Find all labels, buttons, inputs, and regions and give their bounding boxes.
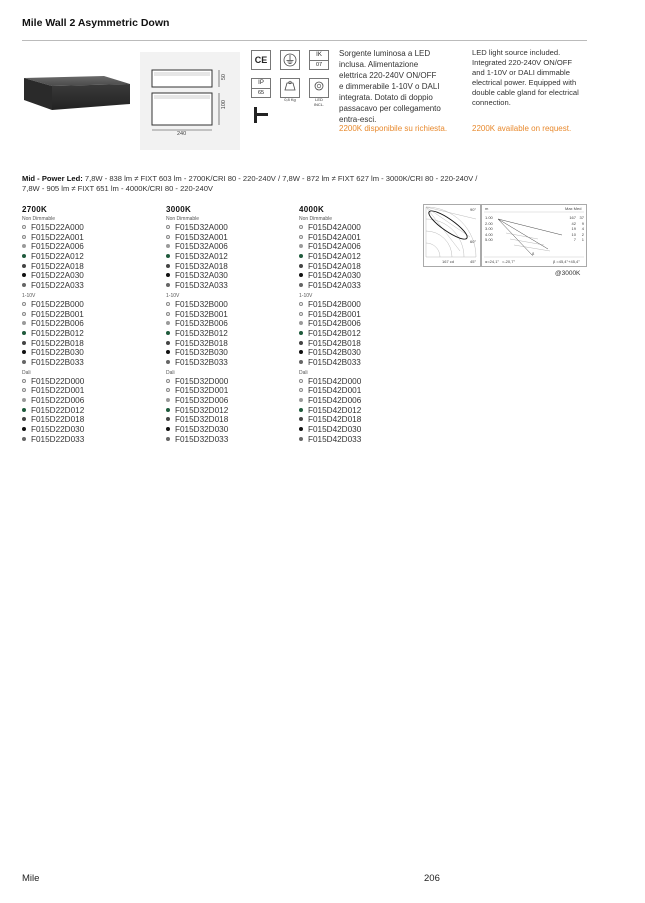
product-code-text: F015D32A006 [175,242,228,252]
product-code [166,406,306,416]
product-code-text: F015D32D001 [175,386,229,396]
footer-collection: Mile [22,873,40,884]
finish-color-dot [299,388,303,392]
cone-med-value: 1 [581,237,584,242]
product-code-text: F015D22B001 [31,309,84,319]
code-column-2700k [22,205,162,444]
product-code [166,271,306,281]
page-title: Mile Wall 2 Asymmetric Down [22,17,170,29]
finish-color-dot [166,341,170,345]
finish-color-dot [22,408,26,412]
product-code [22,425,162,435]
product-code-text: F015D32D006 [175,396,229,405]
finish-color-dot [22,341,26,345]
product-code-text: F015D22B000 [31,299,84,309]
cone-alpha-left: α=24,1° [485,259,500,264]
product-code-text: F015D42D006 [308,396,362,405]
product-code-text: F015D22B033 [31,357,84,367]
product-code [22,406,162,416]
product-code-text: F015D32D018 [175,415,229,425]
product-code [299,281,439,291]
product-code [22,358,162,368]
finish-color-dot [299,341,303,345]
finish-color-dot [299,379,303,383]
product-code [22,348,162,358]
control-type-label: Non Dimmable [299,216,333,222]
finish-color-dot [22,235,26,239]
finish-color-dot [299,254,303,258]
finish-color-dot [299,350,303,354]
product-code [166,252,306,262]
finish-color-dot [166,417,170,421]
finish-color-dot [22,273,26,277]
product-code-text: F015D22A000 [31,223,84,232]
product-code [299,396,439,406]
finish-color-dot [166,408,170,412]
product-code-text: F015D42B012 [308,328,361,338]
product-code [166,329,306,339]
color-temp-header: 2700K [22,205,48,214]
product-code-text: F015D42D001 [308,386,362,396]
product-code [166,425,306,435]
product-code [299,242,439,252]
product-code [299,415,439,425]
cone-distance-list [485,215,493,243]
finish-color-dot [22,331,26,335]
finish-color-dot [22,283,26,287]
finish-color-dot [22,427,26,431]
dim-width: 240 [177,131,187,137]
dim-height-1: 50 [221,74,227,81]
finish-color-dot [166,321,170,325]
ip-rating-icon: IP 65 [251,78,271,98]
product-code [299,358,439,368]
product-code [22,300,162,310]
product-code [299,223,439,233]
product-code [166,339,306,349]
product-code [22,415,162,425]
product-code [166,415,306,425]
finish-color-dot [22,312,26,316]
control-type-label: 1-10V [166,292,180,299]
product-code [299,319,439,329]
cone-max-value: 42 [571,220,576,226]
polar-angle-90: 90° [470,207,477,212]
finish-color-dot [166,244,170,248]
product-code [299,233,439,243]
product-code-text: F015D42D012 [308,405,362,415]
product-code-text: F015D42B001 [308,309,361,319]
product-code-text: F015D22B018 [31,338,84,348]
product-code [299,348,439,358]
color-temp-header: 4000K [299,205,325,214]
light-cone-chart [481,204,587,267]
product-code [22,233,162,243]
product-code [166,281,306,291]
product-code-text: F015D22A001 [31,232,84,242]
product-code-text: F015D32B030 [175,348,228,358]
product-code-text: F015D32D033 [175,434,229,444]
product-code [22,223,162,233]
product-code-text: F015D22D006 [31,396,85,405]
photometry-caption: @3000K [555,270,581,277]
product-code-text: F015D32A012 [175,252,228,262]
product-code [166,435,306,445]
product-code [22,435,162,445]
product-code [22,377,162,387]
finish-color-dot [166,302,170,306]
product-code [299,300,439,310]
product-code-text: F015D42B033 [308,357,361,367]
product-code [166,319,306,329]
description-italian: Sorgente luminosa a LED inclusa. Alimentazione elettrica 220-240V ON/OFF e dimmerabile 1-10V o DALI integrata. Dotato di doppio passacavo per collegamento entra-esci. [339,49,441,124]
cone-value-list [566,215,584,243]
finish-color-dot [166,312,170,316]
product-code-text: F015D22A012 [31,252,84,262]
product-code [166,358,306,368]
product-code-text: F015D32B000 [175,299,228,309]
product-code [166,348,306,358]
polar-candela: 167 cd [442,259,455,264]
cone-distance: 2.00 [485,220,493,226]
power-specs: Mid - Power Led: 7,8W - 838 lm ≠ FIXT 603 lm - 2700K/CRI 80 - 220-240V / 7,8W - 872 lm ≠ FIXT 627 lm - 3000K/CRI 80 - 220-240V / 7,8W - 905 lm ≠ FIXT 651 lm - 4000K/CRI 80 - 220-240V [22,174,478,193]
cone-alpha-mid: =-20,7° [502,259,516,264]
product-code [22,396,162,406]
finish-color-dot [299,417,303,421]
product-code-text: F015D22D018 [31,415,85,425]
finish-color-dot [22,360,26,364]
finish-color-dot [299,331,303,335]
product-code-text: F015D42D018 [308,415,362,425]
code-column-4000k [299,205,439,444]
finish-color-dot [299,427,303,431]
finish-color-dot [299,244,303,248]
finish-color-dot [166,283,170,287]
product-code-text: F015D42D033 [308,434,362,444]
ce-mark-icon: CE [251,50,271,70]
product-code-text: F015D32A001 [175,232,228,242]
product-code [22,319,162,329]
product-code-text: F015D22B030 [31,348,84,358]
cone-max-value: 167 [569,215,576,220]
finish-color-dot [299,225,303,229]
product-code [22,262,162,272]
cone-beta-right: β =45,4°+45,4° [553,259,580,264]
product-code [166,396,306,406]
cone-distance: 3.00 [485,226,493,231]
mounting-icon [252,106,270,124]
finish-color-dot [166,398,170,402]
product-code-text: F015D22A030 [31,271,84,281]
product-code [299,425,439,435]
finish-color-dot [22,264,26,268]
finish-color-dot [22,437,26,441]
finish-color-dot [22,225,26,229]
product-code-text: F015D42A018 [308,261,361,271]
weight-icon: 0,8 Kg [280,78,300,98]
product-code [166,233,306,243]
finish-color-dot [166,437,170,441]
finish-color-dot [166,360,170,364]
availability-english: 2200K available on request. [472,124,572,133]
control-type-label: Dali [22,369,31,376]
product-code [22,252,162,262]
polar-light-chart [423,204,481,267]
product-code [22,329,162,339]
product-code [299,386,439,396]
ground-icon [280,50,300,70]
finish-color-dot [22,302,26,306]
product-code-text: F015D42B030 [308,348,361,358]
product-code-text: F015D32B006 [175,319,228,329]
product-image [22,68,132,112]
product-code [22,281,162,291]
product-code-text: F015D42B000 [308,299,361,309]
cone-header-right: Max Med [565,206,582,211]
product-code-text: F015D32D030 [175,425,229,435]
product-code-text: F015D22A033 [31,281,84,291]
finish-color-dot [22,244,26,248]
product-code-text: F015D32A030 [175,271,228,281]
finish-color-dot [22,398,26,402]
finish-color-dot [299,321,303,325]
availability-italian: 2200K disponibile su richiesta. [339,124,448,133]
product-code-text: F015D32B018 [175,338,228,348]
product-code-text: F015D22B006 [31,319,84,329]
product-code-text: F015D42A030 [308,271,361,281]
finish-color-dot [22,254,26,258]
product-code [166,223,306,233]
product-code-text: F015D42A006 [308,242,361,252]
product-code-text: F015D42A000 [308,223,361,232]
product-code-text: F015D22D001 [31,386,85,396]
product-code [299,329,439,339]
product-code [22,310,162,320]
product-code [299,271,439,281]
finish-color-dot [299,264,303,268]
product-code-text: F015D22D033 [31,434,85,444]
finish-color-dot [299,437,303,441]
cone-beta-label: β [532,251,535,256]
product-code [299,310,439,320]
product-code [299,406,439,416]
product-code [166,262,306,272]
description-english: LED light source included. Integrated 220-240V ON/OFF and 1-10V or DALI dimmable electrical power. Equipped with double cable gland for electrical connection. [472,48,579,107]
product-code-text: F015D42A033 [308,281,361,291]
product-code-text: F015D22B012 [31,328,84,338]
cone-max-value: 19 [571,226,576,231]
finish-color-dot [166,350,170,354]
product-code [166,310,306,320]
finish-color-dot [299,312,303,316]
cone-med-value: 37 [579,215,584,220]
product-code-text: F015D32A018 [175,261,228,271]
cone-max-value: 7 [573,237,576,242]
product-code-text: F015D42D000 [308,376,362,386]
product-code [22,242,162,252]
color-temp-header: 3000K [166,205,192,214]
finish-color-dot [299,302,303,306]
product-code-text: F015D32B001 [175,309,228,319]
product-code [299,339,439,349]
finish-color-dot [22,350,26,354]
product-code-text: F015D32B012 [175,328,228,338]
finish-color-dot [299,408,303,412]
power-label: Mid - Power Led: [22,174,83,183]
product-code [166,300,306,310]
finish-color-dot [166,273,170,277]
product-code-text: F015D32A033 [175,281,228,291]
cone-max-value: 10 [571,231,576,237]
product-code-text: F015D32D000 [175,376,229,386]
product-code [22,339,162,349]
finish-color-dot [166,264,170,268]
cone-distance: 4.00 [485,231,493,237]
finish-color-dot [22,379,26,383]
product-code [166,242,306,252]
cone-header-left: m [485,206,489,211]
finish-color-dot [166,225,170,229]
product-code-text: F015D42D030 [308,425,362,435]
led-icon: LED INCL. [309,78,329,98]
cone-value-row [566,237,584,243]
ik-rating-icon: IK 07 [309,50,329,70]
finish-color-dot [299,273,303,277]
control-type-label: 1-10V [299,292,313,299]
product-code [166,386,306,396]
finish-color-dot [166,254,170,258]
product-code-text: F015D22D012 [31,405,85,415]
finish-color-dot [22,388,26,392]
finish-color-dot [299,398,303,402]
finish-color-dot [299,360,303,364]
product-code [22,271,162,281]
product-code-text: F015D32B033 [175,357,228,367]
product-code [299,252,439,262]
finish-color-dot [166,427,170,431]
product-code-text: F015D42A001 [308,232,361,242]
product-code-text: F015D22A006 [31,242,84,252]
product-code-text: F015D22D030 [31,425,85,435]
finish-color-dot [299,235,303,239]
product-code [299,435,439,445]
finish-color-dot [22,321,26,325]
cone-distance: 5.00 [485,237,493,242]
finish-color-dot [22,417,26,421]
product-code-text: F015D22A018 [31,261,84,271]
product-code-text: F015D42B006 [308,319,361,329]
code-column-3000k [166,205,306,444]
finish-color-dot [299,283,303,287]
polar-angle-45: 45° [470,259,477,264]
control-type-label: 1-10V [22,292,36,299]
product-code [166,377,306,387]
product-code [22,386,162,396]
cone-distance: 1.00 [485,215,493,220]
control-type-label: Dali [299,369,308,376]
cone-med-value: 9 [581,220,584,226]
control-type-label: Non Dimmable [166,216,200,222]
control-type-label: Dali [166,369,175,376]
product-code-text: F015D22D000 [31,376,85,386]
polar-angle-60: 60° [470,239,477,244]
product-code-text: F015D32D012 [175,405,229,415]
product-code-text: F015D42B018 [308,338,361,348]
page-number: 206 [424,873,440,884]
product-code [299,262,439,272]
finish-color-dot [166,235,170,239]
cone-med-value: 4 [581,226,584,231]
product-code [299,377,439,387]
finish-color-dot [166,331,170,335]
cone-med-value: 2 [581,231,584,237]
product-code-text: F015D32A000 [175,223,228,232]
dim-height-2: 100 [221,100,227,110]
product-code-text: F015D42A012 [308,252,361,262]
dimension-drawing [140,52,240,150]
finish-color-dot [166,388,170,392]
control-type-label: Non Dimmable [22,216,56,222]
title-divider [22,40,587,41]
finish-color-dot [166,379,170,383]
